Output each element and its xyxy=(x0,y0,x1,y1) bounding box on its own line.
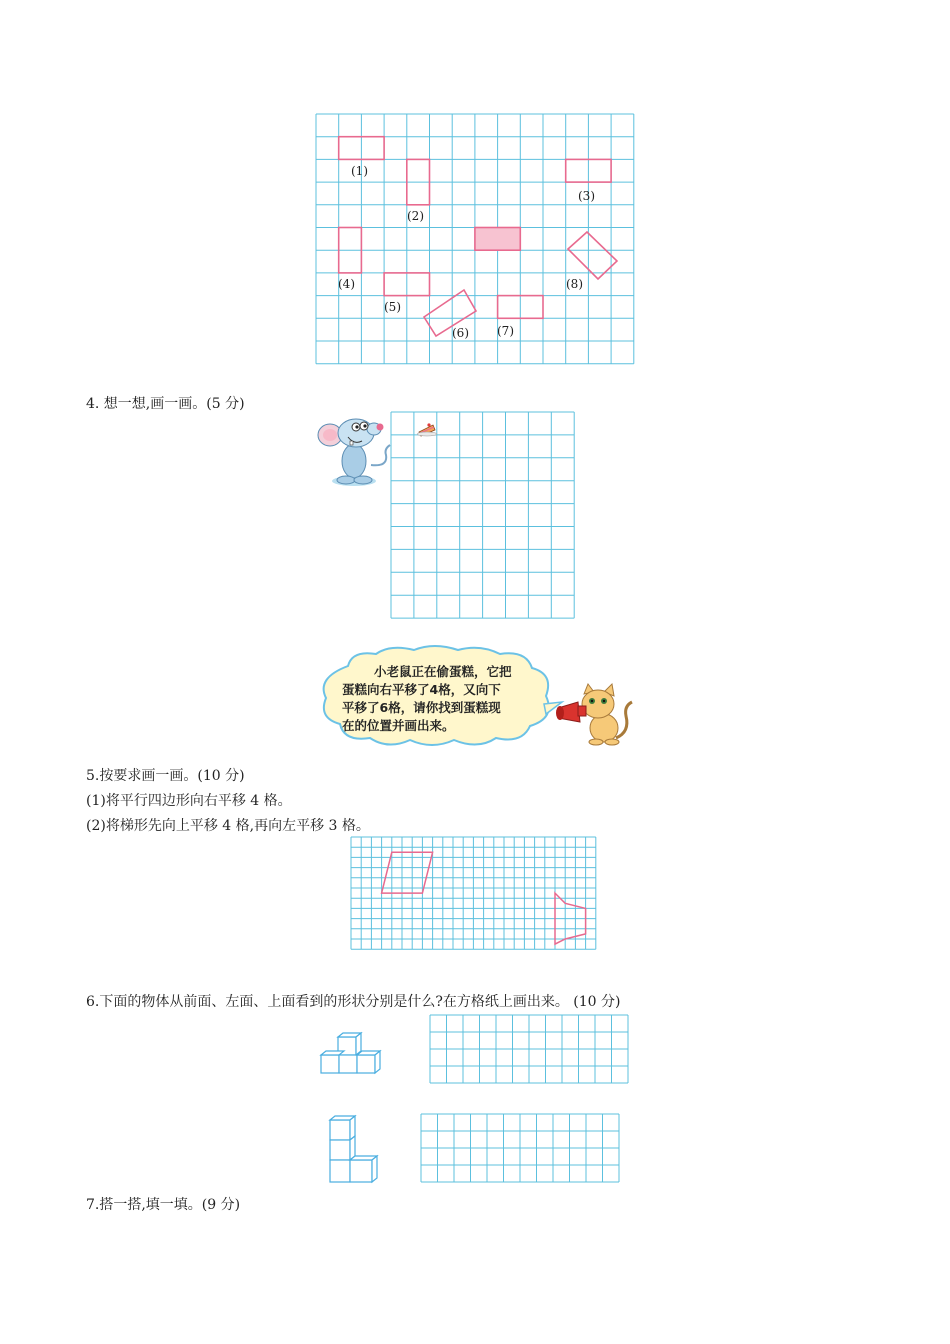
shape-label-7: (7) xyxy=(497,324,514,338)
view-grid-2 xyxy=(421,1114,621,1184)
question-5-line-2: (2)将梯形先向上平移 4 格,再向左平移 3 格。 xyxy=(86,818,370,834)
parallelogram-trapezoid-grid xyxy=(351,837,599,949)
shape-8 xyxy=(568,232,617,279)
shape-label-4: (4) xyxy=(338,277,355,291)
shape-label-5: (5) xyxy=(384,300,401,314)
speech-bubble xyxy=(318,644,558,748)
bubble-line-1: 小老鼠正在偷蛋糕，它把 xyxy=(374,664,512,679)
parallelogram-shape xyxy=(382,852,433,893)
cube-object-2 xyxy=(328,1114,380,1186)
shape-label-8: (8) xyxy=(566,277,583,291)
shape-label-2: (2) xyxy=(407,209,424,223)
cube-object-1 xyxy=(320,1031,384,1077)
view-grid-1 xyxy=(430,1015,630,1085)
shapes-grid xyxy=(316,114,634,366)
mouse-illustration xyxy=(316,405,396,487)
question-4-title: 4. 想一想,画一画。(5 分) xyxy=(86,396,245,412)
shape-target xyxy=(475,228,520,251)
shape-label-6: (6) xyxy=(452,326,469,340)
cake-icon xyxy=(417,423,437,436)
shape-label-3: (3) xyxy=(578,189,595,203)
bubble-line-4: 在的位置并画出来。 xyxy=(342,718,455,733)
mouse-cake-grid xyxy=(391,412,575,620)
bubble-line-3: 平移了6格，请你找到蛋糕现 xyxy=(342,700,501,715)
question-6-title: 6.下面的物体从前面、左面、上面看到的形状分别是什么?在方格纸上画出来。 (10 分) xyxy=(86,994,621,1010)
question-7-title: 7.搭一搭,填一填。(9 分) xyxy=(86,1197,241,1213)
question-5-line-1: (1)将平行四边形向右平移 4 格。 xyxy=(86,793,292,809)
bubble-line-2: 蛋糕向右平移了4格，又向下 xyxy=(342,682,501,697)
cat-illustration xyxy=(556,682,636,748)
question-5-title: 5.按要求画一画。(10 分) xyxy=(86,768,245,784)
shape-label-1: (1) xyxy=(351,164,368,178)
